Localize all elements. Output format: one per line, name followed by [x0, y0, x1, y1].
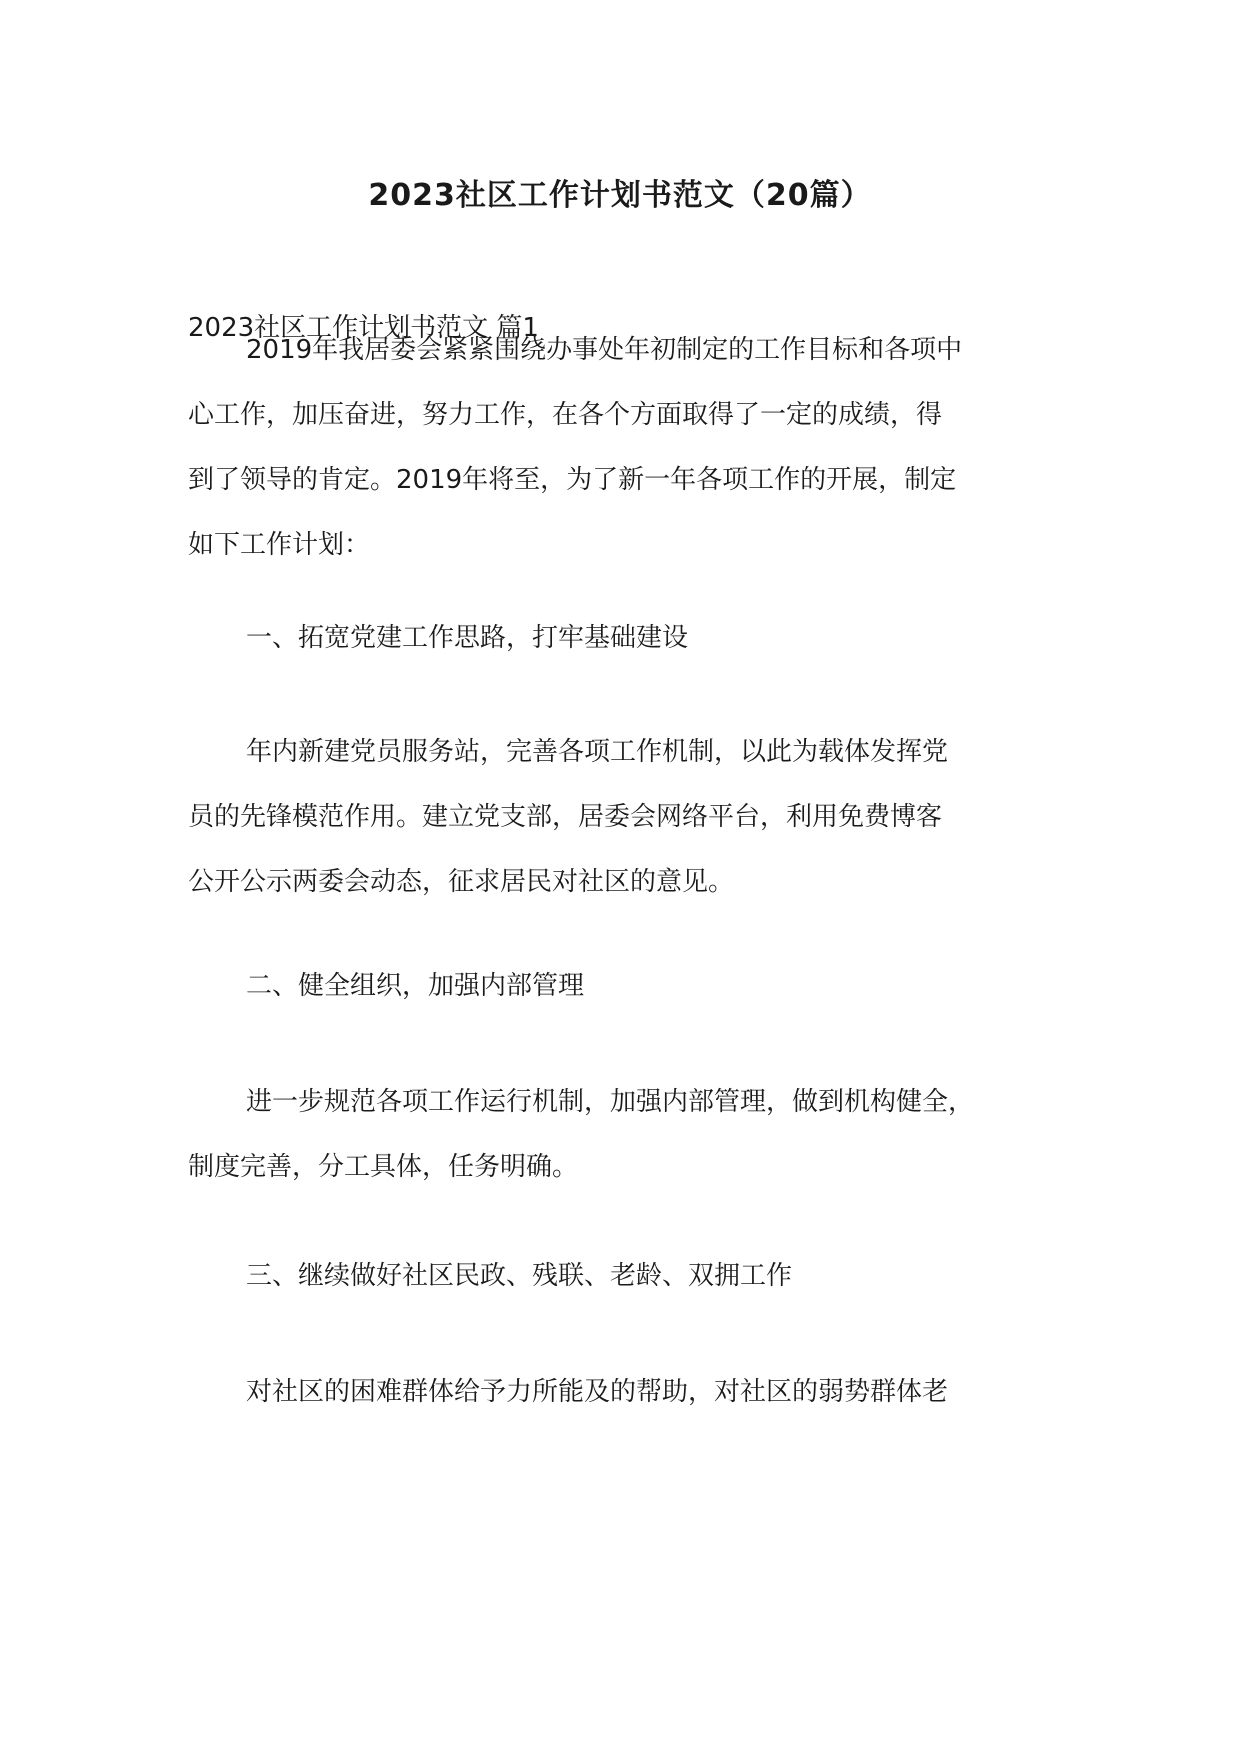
paragraph-line: 心工作，加压奋进，努力工作，在各个方面取得了一定的成绩，得	[188, 400, 943, 430]
section-heading: 一、拓宽党建工作思路，打牢基础建设	[246, 623, 689, 653]
paragraph-line: 对社区的困难群体给予力所能及的帮助，对社区的弱势群体老	[246, 1377, 949, 1407]
paragraph-4	[188, 1360, 1068, 1425]
heading-3	[188, 1244, 1068, 1309]
document-title: 2023社区工作计划书范文（20篇）	[368, 178, 872, 213]
paragraph-line: 公开公示两委会动态，征求居民对社区的意见。	[188, 867, 735, 897]
paragraph-2	[188, 720, 1068, 915]
paragraph-line: 员的先锋模范作用。建立党支部，居委会网络平台，利用免费博客	[188, 802, 943, 832]
paragraph-1	[188, 318, 1068, 578]
heading-1	[188, 606, 1068, 671]
section-heading: 三、继续做好社区民政、残联、老龄、双拥工作	[246, 1261, 793, 1291]
paragraph-line: 年内新建党员服务站，完善各项工作机制，以此为载体发挥党	[246, 737, 949, 767]
heading-2	[188, 954, 1068, 1019]
paragraph-line: 制度完善，分工具体，任务明确。	[188, 1152, 579, 1182]
paragraph-line: 2019年我居委会紧紧围绕办事处年初制定的工作目标和各项中	[246, 335, 963, 365]
paragraph-line: 如下工作计划：	[188, 530, 371, 560]
section-heading: 二、健全组织，加强内部管理	[246, 971, 585, 1001]
paragraph-3	[188, 1070, 1068, 1200]
section-subtitle: 2023社区工作计划书范文 篇1	[188, 313, 539, 343]
paragraph-line: 进一步规范各项工作运行机制，加强内部管理，做到机构健全，	[246, 1087, 975, 1117]
paragraph-line: 到了领导的肯定。2019年将至，为了新一年各项工作的开展，制定	[188, 465, 957, 495]
